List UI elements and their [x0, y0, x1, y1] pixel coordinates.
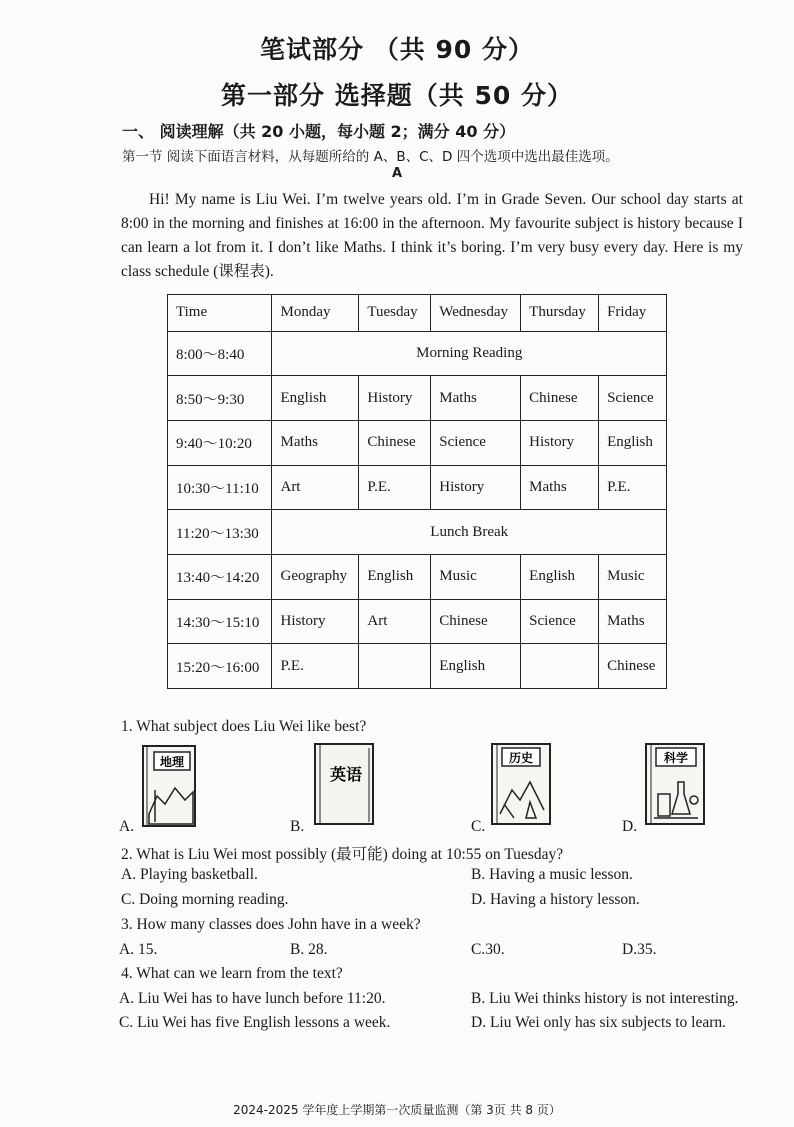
table-cell: P.E.: [272, 644, 359, 689]
question-2-text: 2. What is Liu Wei most possibly (最可能) doing at 10:55 on Tuesday?: [121, 846, 564, 863]
table-cell: Science: [599, 376, 667, 421]
book-label: 历史: [508, 751, 534, 765]
table-cell: English: [431, 644, 521, 689]
table-cell: English: [599, 420, 667, 465]
table-header-cell: Monday: [272, 295, 359, 332]
table-row: [168, 376, 667, 421]
table-row: [168, 465, 667, 510]
history-book-icon: [490, 742, 554, 828]
option-c: C.30.: [471, 941, 505, 958]
table-cell: History: [359, 376, 431, 421]
option-letter: D.: [622, 818, 638, 835]
table-header-cell: Thursday: [521, 295, 599, 332]
option-d: D.35.: [622, 941, 657, 958]
english-book-icon: [313, 742, 377, 828]
time-cell: 8:00～8:40: [168, 331, 272, 376]
passage-label: A: [391, 166, 403, 181]
class-schedule-table: [167, 294, 667, 689]
question-4-text: 4. What can we learn from the text?: [121, 965, 343, 982]
table-cell: History: [521, 420, 599, 465]
table-cell: English: [272, 376, 359, 421]
table-cell: Science: [521, 599, 599, 644]
table-cell: P.E.: [359, 465, 431, 510]
option-letter: B.: [290, 818, 305, 835]
table-cell: [359, 644, 431, 689]
table-cell: P.E.: [599, 465, 667, 510]
science-book-icon: [644, 742, 708, 828]
time-cell: 15:20～16:00: [168, 644, 272, 689]
page-title: 笔试部分 （共 90 分）: [260, 35, 534, 64]
table-cell: Maths: [431, 376, 521, 421]
time-cell: 8:50～9:30: [168, 376, 272, 421]
table-cell: Music: [599, 554, 667, 599]
time-cell: 13:40～14:20: [168, 554, 272, 599]
passage-text: Hi! My name is Liu Wei. I’m twelve years old. I’m in Grade Seven. Our school day starts at 8:00 in the morning and finishes at 16:00 in the afternoon. My favourite subject is history because I can learn a lot from it. I don’t like Maths. I think it’s boring. I’m very busy every day. Here is my class schedule (课程表).: [121, 191, 743, 280]
merged-cell: Morning Reading: [272, 331, 667, 376]
table-cell: Music: [431, 554, 521, 599]
table-cell: Geography: [272, 554, 359, 599]
table-cell: Science: [431, 420, 521, 465]
table-cell: English: [359, 554, 431, 599]
time-cell: 9:40～10:20: [168, 420, 272, 465]
part-title: 第一部分 选择题（共 50 分）: [221, 81, 573, 110]
section-instruction: 第一节 阅读下面语言材料，从每题所给的 A、B、C、D 四个选项中选出最佳选项。: [122, 149, 619, 165]
option-d: D. Liu Wei only has six subjects to learn.: [471, 1014, 727, 1031]
question-1-text: 1. What subject does Liu Wei like best?: [121, 718, 367, 735]
book-label: 科学: [663, 751, 689, 765]
table-cell: Art: [272, 465, 359, 510]
option-letter: C.: [471, 818, 486, 835]
table-row: [168, 644, 667, 689]
table-cell: English: [521, 554, 599, 599]
time-cell: 10:30～11:10: [168, 465, 272, 510]
section-heading: 一、 阅读理解（共 20 小题，每小题 2；满分 40 分）: [122, 122, 516, 141]
table-row: [168, 599, 667, 644]
table-cell: Maths: [599, 599, 667, 644]
table-cell: History: [431, 465, 521, 510]
table-row: [168, 510, 667, 555]
option-b: B. Having a music lesson.: [471, 866, 633, 883]
option-b: B. 28.: [290, 941, 328, 958]
table-cell: Maths: [272, 420, 359, 465]
option-b: B. Liu Wei thinks history is not interesting.: [471, 990, 739, 1007]
table-header-cell: Friday: [599, 295, 667, 332]
table-header-cell: Wednesday: [431, 295, 521, 332]
table-row: [168, 420, 667, 465]
time-cell: 11:20～13:30: [168, 510, 272, 555]
table-header-cell: Tuesday: [359, 295, 431, 332]
merged-cell: Lunch Break: [272, 510, 667, 555]
table-cell: Chinese: [359, 420, 431, 465]
option-a: A. 15.: [119, 941, 158, 958]
page-footer: 2024-2025 学年度上学期第一次质量监测（第 3页 共 8 页）: [233, 1103, 561, 1117]
question-3-text: 3. How many classes does John have in a week?: [121, 916, 421, 933]
table-row: [168, 554, 667, 599]
book-label: 地理: [159, 755, 185, 769]
book-label: 英语: [329, 765, 363, 784]
table-cell: Chinese: [599, 644, 667, 689]
table-cell: Chinese: [431, 599, 521, 644]
table-cell: History: [272, 599, 359, 644]
table-header-row: [168, 295, 667, 332]
option-d: D. Having a history lesson.: [471, 891, 640, 908]
geography-book-icon: [141, 744, 199, 830]
option-c: C. Liu Wei has five English lessons a week.: [119, 1014, 391, 1031]
option-a: A. Playing basketball.: [121, 866, 258, 883]
option-a: A. Liu Wei has to have lunch before 11:20.: [119, 990, 386, 1007]
table-cell: [521, 644, 599, 689]
table-cell: Art: [359, 599, 431, 644]
table-row: [168, 331, 667, 376]
table-cell: Maths: [521, 465, 599, 510]
table-cell: Chinese: [521, 376, 599, 421]
time-cell: 14:30～15:10: [168, 599, 272, 644]
option-letter: A.: [119, 818, 135, 835]
option-c: C. Doing morning reading.: [121, 891, 289, 908]
table-header-cell: Time: [168, 295, 272, 332]
